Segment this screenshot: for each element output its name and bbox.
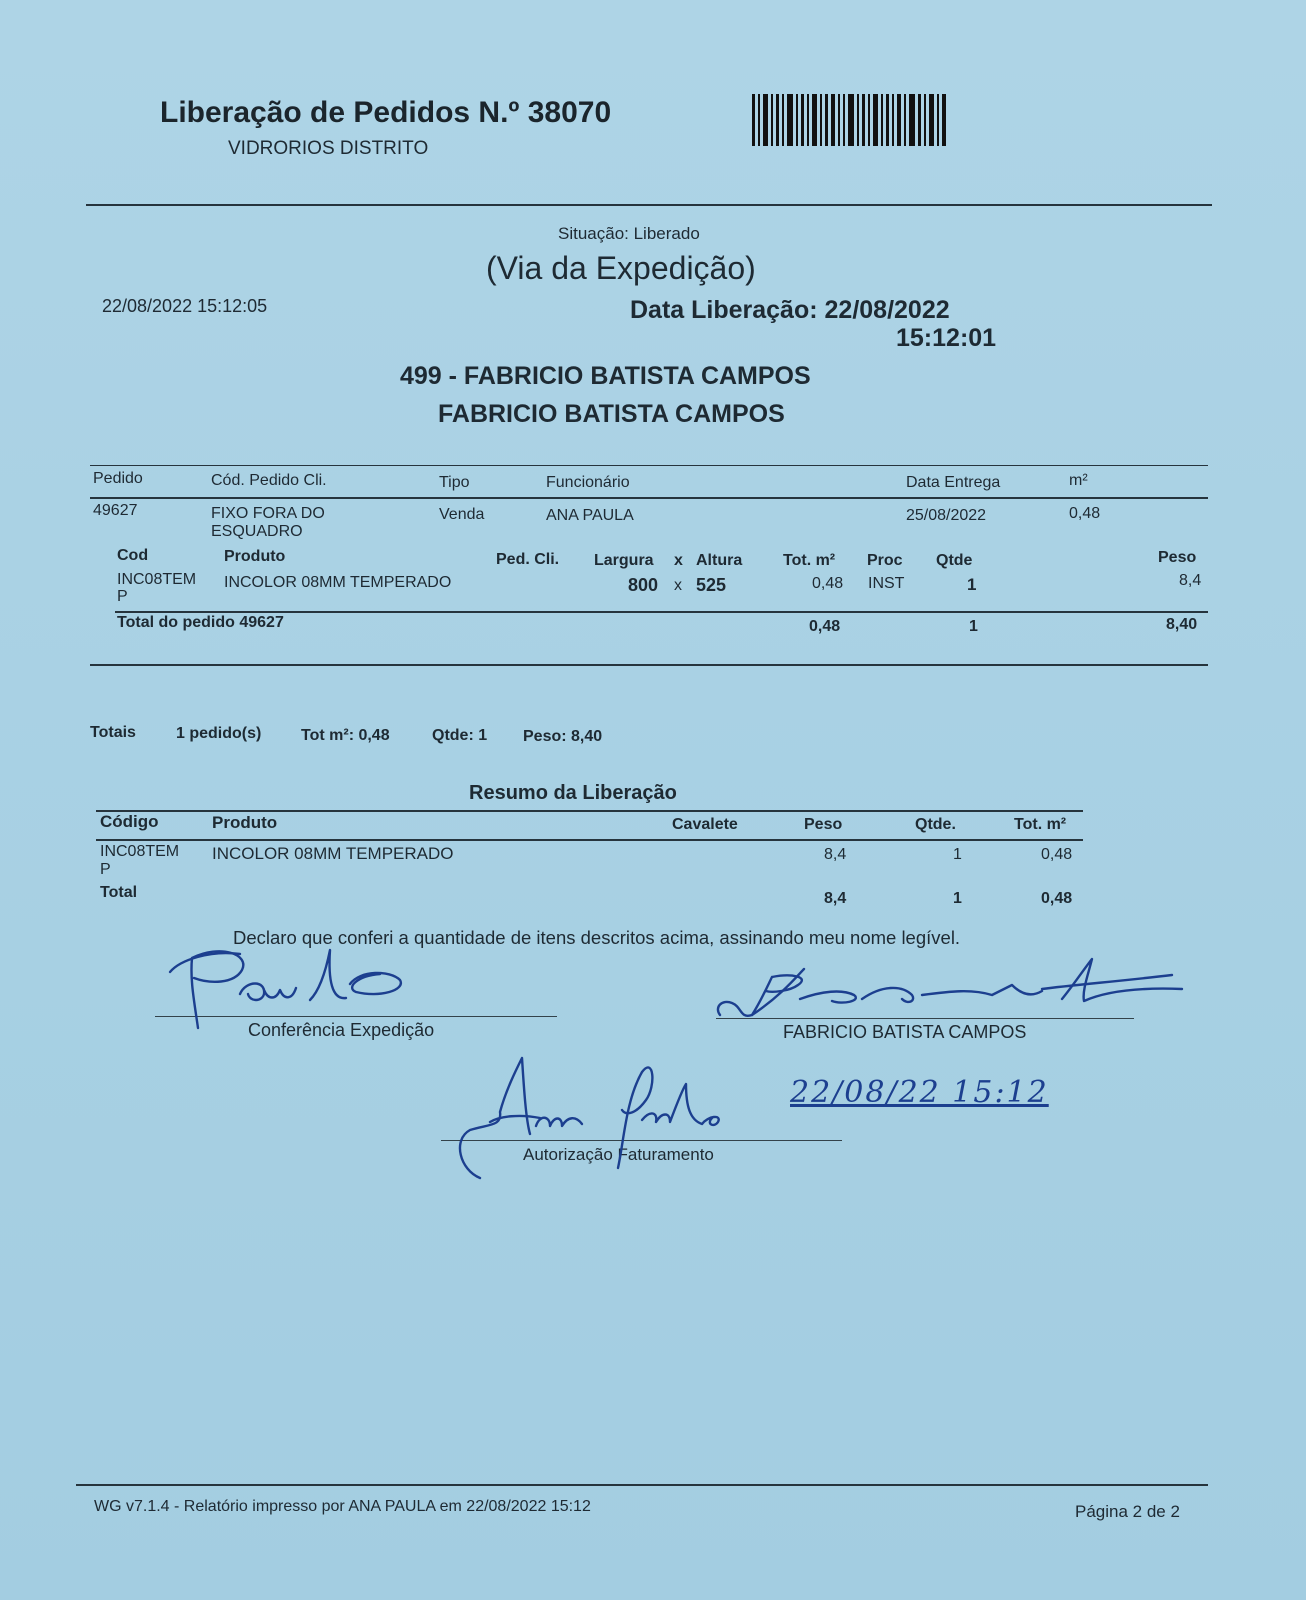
status-text: Situação: Liberado — [558, 224, 700, 243]
order-header-rule — [90, 497, 1208, 499]
totals-tot-m2: Tot m²: 0,48 — [301, 727, 390, 744]
order-tipo: Venda — [439, 506, 485, 523]
item-header-cod: Cod — [117, 547, 149, 564]
header-divider — [86, 204, 1212, 206]
item-cod-line2: P — [117, 588, 128, 605]
item-peso: 8,4 — [1179, 572, 1202, 589]
summary-header-peso: Peso — [804, 816, 843, 833]
summary-header-rule — [96, 839, 1083, 841]
order-total-rule — [115, 611, 1208, 613]
summary-header-codigo: Código — [100, 812, 159, 831]
item-altura: 525 — [696, 575, 727, 595]
order-total-m2: 0,48 — [809, 618, 841, 635]
summary-header-cavalete: Cavalete — [672, 816, 738, 833]
summary-top-rule — [96, 810, 1083, 812]
summary-total-peso: 8,4 — [824, 890, 847, 907]
totals-label: Totais — [90, 724, 136, 741]
handwritten-date: 22/08/22 15:12 — [790, 1075, 1049, 1110]
totals-peso: Peso: 8,40 — [523, 728, 603, 745]
signature-cliente-drawing — [712, 955, 1192, 1030]
totals-qtde: Qtde: 1 — [432, 727, 488, 744]
document-title: Liberação de Pedidos N.º 38070 — [160, 96, 612, 129]
order-total-peso: 8,40 — [1166, 616, 1198, 633]
order-cod-pedido-cli-line2: ESQUADRO — [211, 523, 303, 540]
release-date: Data Liberação: 22/08/2022 — [630, 296, 950, 324]
summary-qtde: 1 — [953, 846, 962, 863]
order-total-qtde: 1 — [969, 618, 978, 635]
summary-header-tot-m2: Tot. m² — [1014, 816, 1067, 833]
item-header-x: x — [674, 552, 683, 569]
release-time: 15:12:01 — [896, 324, 997, 352]
declaration-text: Declaro que conferi a quantidade de itens descritos acima, assinando meu nome legível. — [233, 927, 961, 948]
summary-total-label: Total — [100, 884, 138, 901]
client-line-2: FABRICIO BATISTA CAMPOS — [438, 400, 785, 428]
item-qtde: 1 — [967, 575, 977, 594]
col-header-tipo: Tipo — [439, 474, 470, 491]
col-header-pedido: Pedido — [93, 470, 143, 487]
summary-total-qtde: 1 — [953, 890, 962, 907]
order-data-entrega: 25/08/2022 — [906, 507, 987, 524]
summary-produto: INCOLOR 08MM TEMPERADO — [212, 844, 454, 863]
order-m2: 0,48 — [1069, 505, 1101, 522]
item-largura: 800 — [628, 575, 659, 595]
item-header-tot-m2: Tot. m² — [783, 552, 836, 569]
client-line-1: 499 - FABRICIO BATISTA CAMPOS — [400, 362, 811, 390]
item-cod-line1: INC08TEM — [117, 571, 197, 588]
item-header-altura: Altura — [696, 552, 743, 569]
summary-header-qtde: Qtde. — [915, 816, 956, 833]
item-header-largura: Largura — [594, 552, 654, 569]
order-pedido: 49627 — [93, 502, 138, 519]
order-table-bottom-rule — [90, 664, 1208, 666]
company-name: VIDRORIOS DISTRITO — [228, 138, 429, 159]
footer-page-number: Página 2 de 2 — [1075, 1502, 1180, 1521]
order-cod-pedido-cli-line1: FIXO FORA DO — [211, 505, 325, 522]
item-header-proc: Proc — [867, 552, 903, 569]
item-produto: INCOLOR 08MM TEMPERADO — [224, 574, 452, 591]
item-header-qtde: Qtde — [936, 552, 973, 569]
summary-peso: 8,4 — [824, 846, 847, 863]
signature-autorizacao-drawing — [450, 1050, 740, 1180]
footer-printed-by: WG v7.1.4 - Relatório impresso por ANA PAULA em 22/08/2022 15:12 — [94, 1498, 591, 1515]
printed-timestamp: 22/08/2022 15:12:05 — [102, 296, 268, 316]
summary-total-tot-m2: 0,48 — [1041, 890, 1073, 907]
summary-title: Resumo da Liberação — [469, 782, 677, 804]
summary-codigo-line2: P — [100, 861, 111, 878]
totals-pedidos: 1 pedido(s) — [176, 725, 262, 742]
summary-tot-m2: 0,48 — [1041, 846, 1073, 863]
col-header-cod-pedido-cli: Cód. Pedido Cli. — [211, 472, 327, 489]
item-proc: INST — [868, 575, 905, 592]
signature-conferencia-drawing — [150, 940, 490, 1030]
barcode — [752, 94, 952, 146]
item-header-ped-cli: Ped. Cli. — [496, 551, 560, 568]
copy-label: (Via da Expedição) — [486, 250, 756, 286]
item-header-produto: Produto — [224, 548, 286, 565]
summary-codigo-line1: INC08TEM — [100, 843, 180, 860]
order-funcionario: ANA PAULA — [546, 507, 634, 524]
signature-label-conferencia: Conferência Expedição — [248, 1020, 435, 1040]
signature-label-cliente: FABRICIO BATISTA CAMPOS — [783, 1022, 1027, 1042]
summary-header-produto: Produto — [212, 813, 278, 832]
col-header-m2: m² — [1069, 472, 1088, 489]
col-header-data-entrega: Data Entrega — [906, 474, 1001, 491]
order-total-label: Total do pedido 49627 — [117, 614, 284, 631]
order-table-top-rule — [90, 465, 1208, 466]
item-tot-m2: 0,48 — [812, 575, 844, 592]
footer-rule — [76, 1484, 1208, 1486]
col-header-funcionario: Funcionário — [546, 474, 630, 491]
signature-label-autorizacao: Autorização Faturamento — [523, 1145, 714, 1164]
item-header-peso: Peso — [1158, 549, 1197, 566]
item-x: x — [674, 577, 682, 594]
